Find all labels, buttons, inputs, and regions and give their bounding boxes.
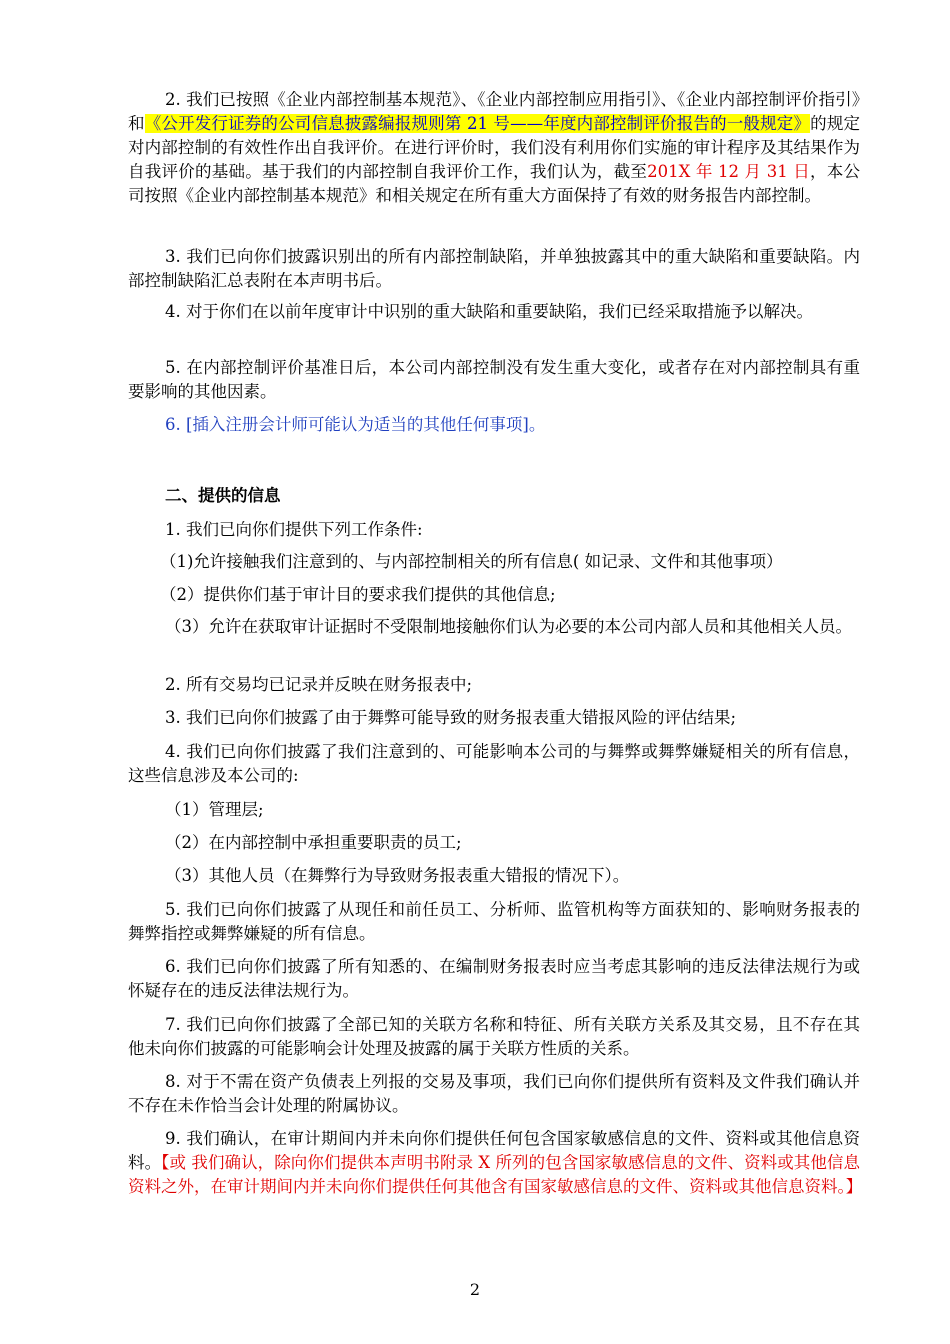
section2-item1: 1. 我们已向你们提供下列工作条件:	[165, 520, 423, 539]
item9-alternative-text: 【或 我们确认，除向你们提供本声明书附录 X 所列的包含国家敏感信息的文件、资料或其他信息资料之外，在审计期间内并未向你们提供任何其他含有国家敏感信息的文件、资料或其他信息资料。】	[128, 1153, 863, 1196]
section2-item4-3: （3）其他人员（在舞弊行为导致财务报表重大错报的情况下）。	[165, 866, 630, 885]
section2-heading: 二、提供的信息	[165, 486, 281, 505]
section2-item1-1: （1)允许接触我们注意到的、与内部控制相关的所有信息( 如记录、文件和其他事项）	[160, 552, 783, 571]
page-number: 2	[469, 1280, 481, 1299]
item2-text-part3: ，本公司按照《企业内部控制基本规范》和相关规定在所有重大方面保持了有效的财务报告内部控制。	[128, 162, 861, 205]
item2-date: 201X 年 12 月 31 日	[647, 162, 811, 181]
section1-item6: 6. [插入注册会计师可能认为适当的其他任何事项]。	[165, 415, 546, 434]
section1-item2	[128, 88, 860, 208]
section1-item4: 4. 对于你们在以前年度审计中识别的重大缺陷和重要缺陷，我们已经采取措施予以解决。	[165, 302, 813, 321]
section2-item8: 8. 对于不需在资产负债表上列报的交易及事项，我们已向你们提供所有资料及文件我们确认并不存在未作恰当会计处理的附属协议。	[128, 1072, 860, 1115]
section2-item1-3: （3）允许在获取审计证据时不受限制地接触你们认为必要的本公司内部人员和其他相关人员。	[165, 617, 852, 636]
item9-text: 9. 我们确认，在审计期间内并未向你们提供任何包含国家敏感信息的文件、资料或其他信息资料。	[128, 1129, 860, 1172]
section2-item4-2: （2）在内部控制中承担重要职责的员工;	[165, 833, 462, 852]
section2-item2: 2. 所有交易均已记录并反映在财务报表中;	[165, 675, 473, 694]
section2-item9	[128, 1127, 863, 1199]
section2-item4-1: （1）管理层;	[165, 800, 264, 819]
section1-item3: 3. 我们已向你们披露识别出的所有内部控制缺陷，并单独披露其中的重大缺陷和重要缺陷。内部控制缺陷汇总表附在本声明书后。	[128, 247, 860, 290]
section2-item4: 4. 我们已向你们披露了我们注意到的、可能影响本公司的与舞弊或舞弊嫌疑相关的所有信息，这些信息涉及本公司的:	[128, 742, 860, 785]
item2-text-part2: 的规定对内部控制的有效性作出自我评价。在进行评价时，我们没有利用你们实施的审计程序及其结果作为自我评价的基础。基于我们的内部控制自我评价工作，我们认为，截至	[128, 114, 860, 181]
section2-item7: 7. 我们已向你们披露了全部已知的关联方名称和特征、所有关联方关系及其交易，且不存在其他未向你们披露的可能影响会计处理及披露的属于关联方性质的关系。	[128, 1015, 860, 1058]
section2-item5: 5. 我们已向你们披露了从现任和前任员工、分析师、监管机构等方面获知的、影响财务报表的舞弊指控或舞弊嫌疑的所有信息。	[128, 900, 860, 943]
item2-text-part1: 2. 我们已按照《企业内部控制基本规范》、《企业内部控制应用指引》、《企业内部控制评价指引》和	[128, 90, 860, 133]
section2-item3: 3. 我们已向你们披露了由于舞弊可能导致的财务报表重大错报风险的评估结果;	[165, 708, 737, 727]
section1-item5: 5. 在内部控制评价基准日后，本公司内部控制没有发生重大变化，或者存在对内部控制具有重要影响的其他因素。	[128, 358, 860, 401]
section2-item6: 6. 我们已向你们披露了所有知悉的、在编制财务报表时应当考虑其影响的违反法律法规行为或怀疑存在的违反法律法规行为。	[128, 957, 860, 1000]
item2-highlighted-reference: 《公开发行证券的公司信息披露编报规则第 21 号——年度内部控制评价报告的一般规定》	[144, 114, 811, 133]
section2-item1-2: （2）提供你们基于审计目的要求我们提供的其他信息;	[160, 585, 556, 604]
